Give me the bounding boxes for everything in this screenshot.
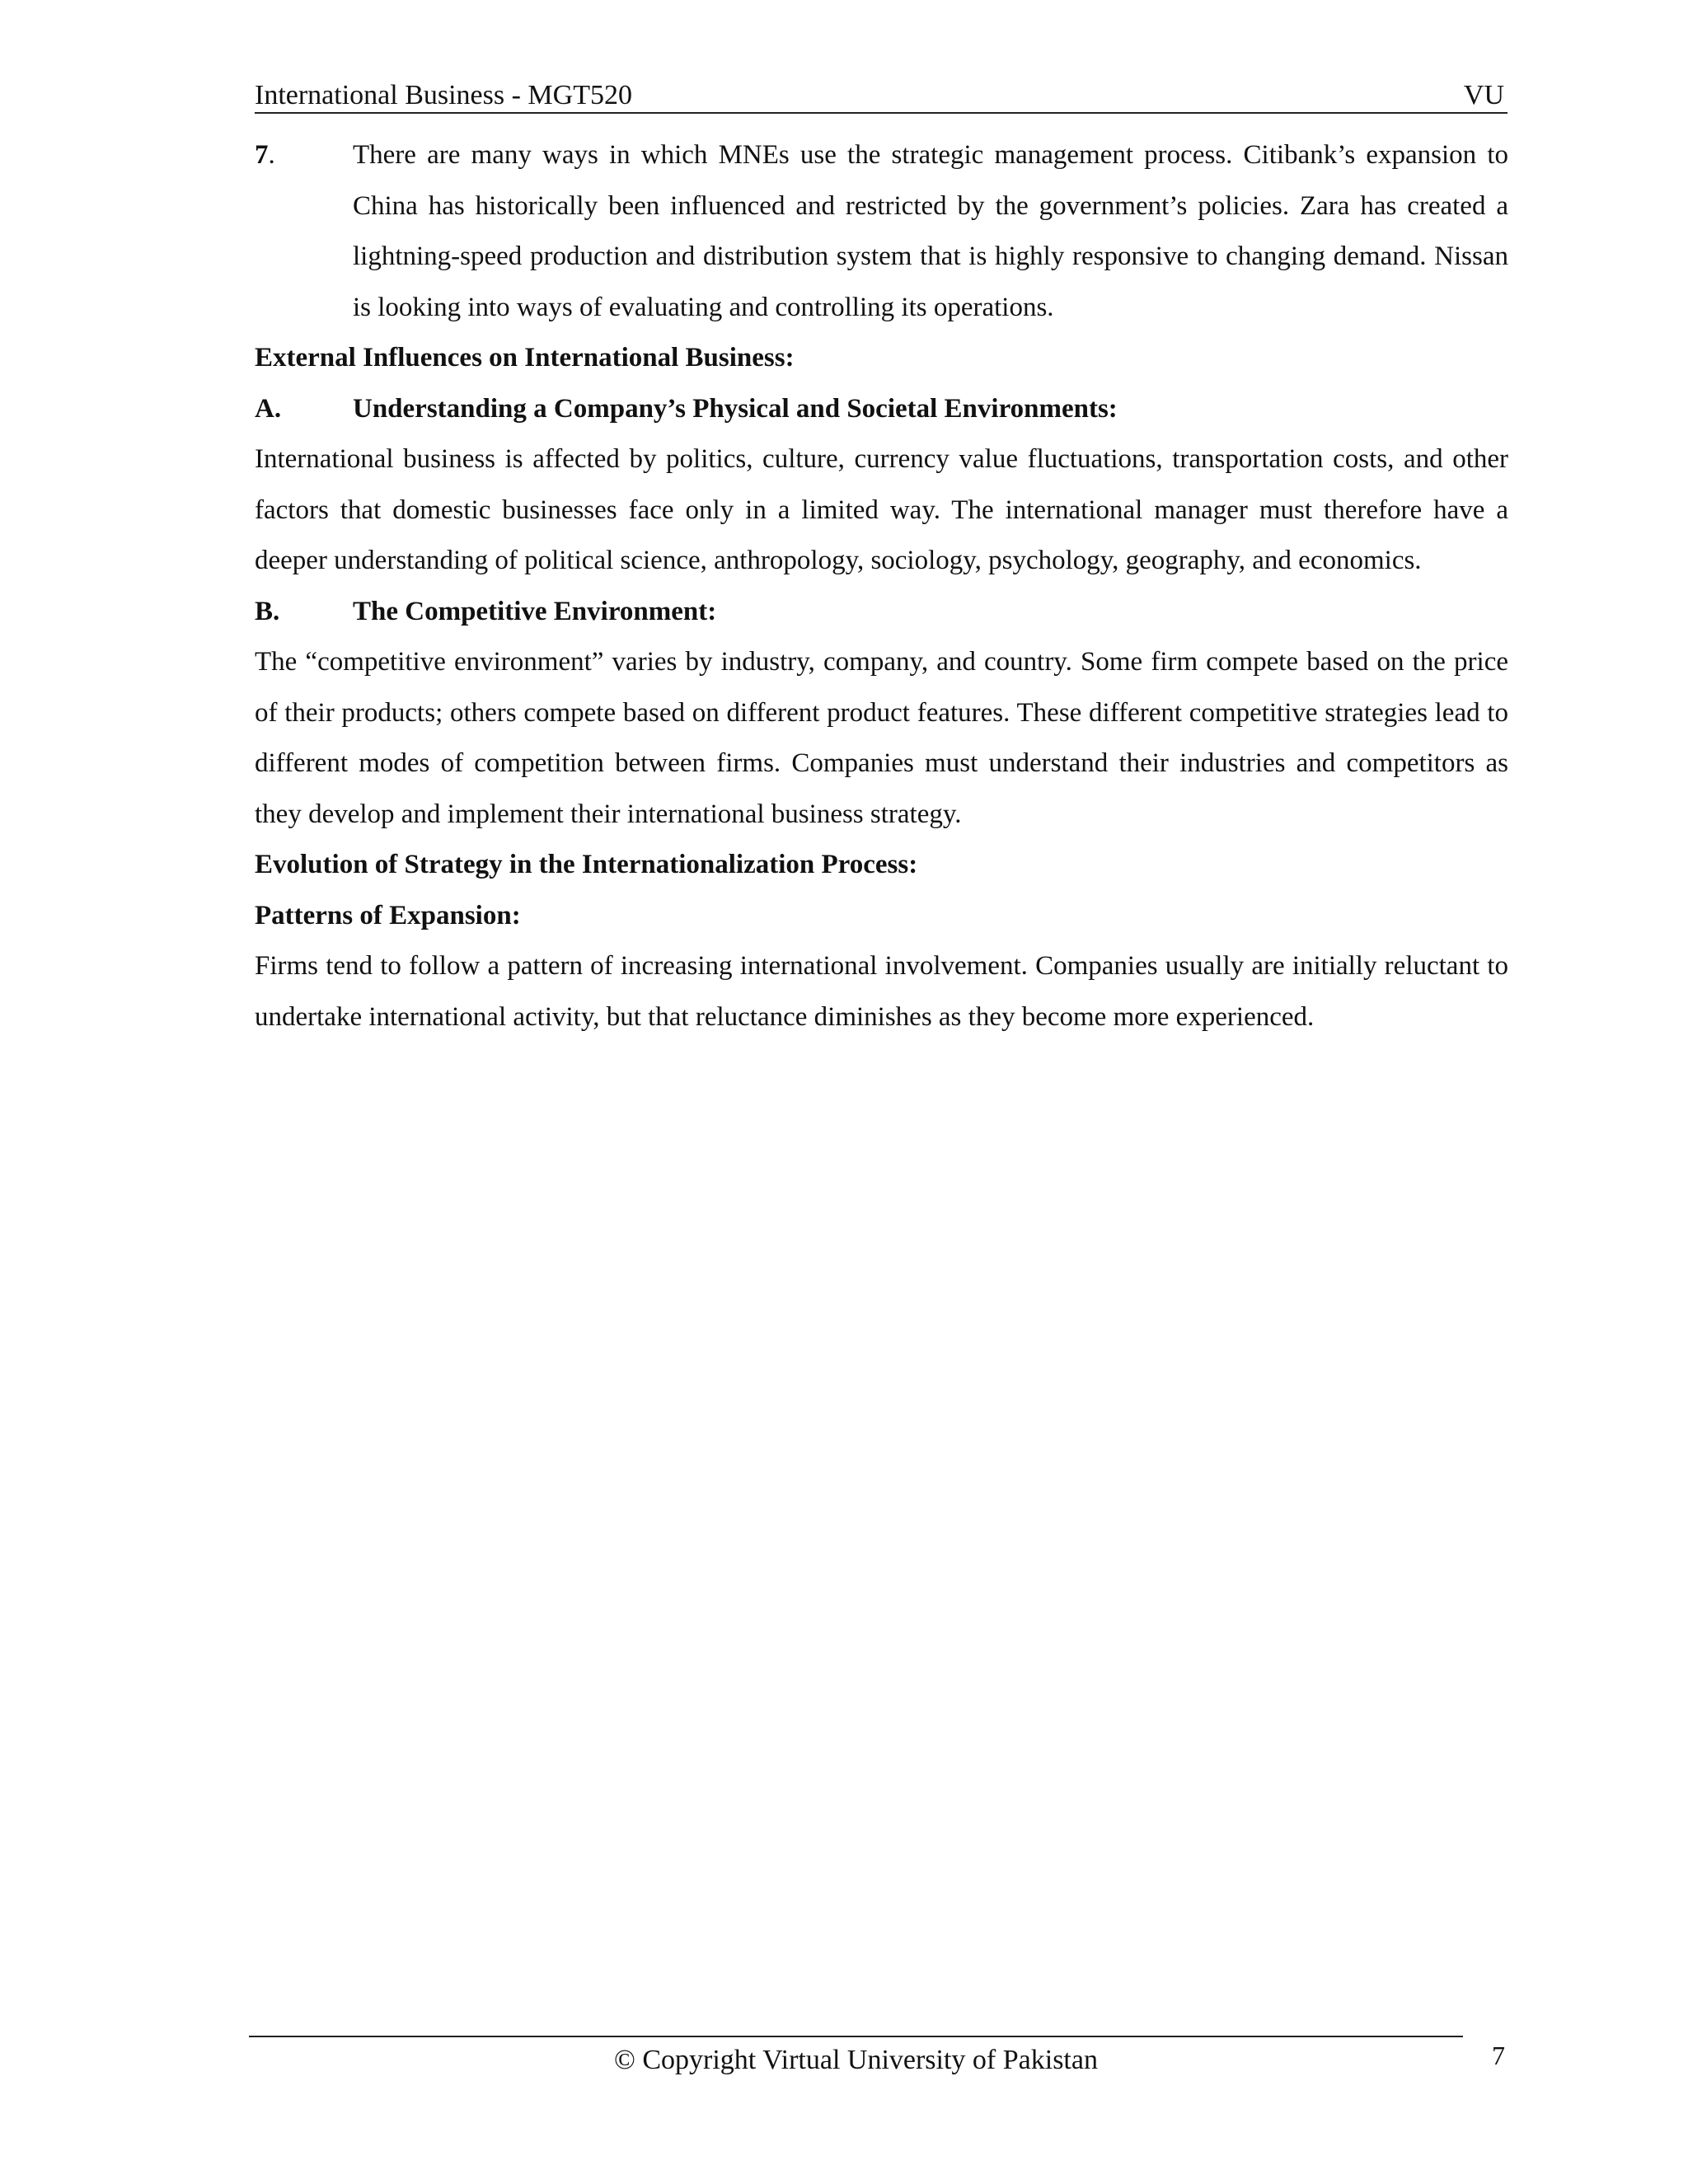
- item-7-text: There are many ways in which MNEs use the strategic management process. Citibank’s expansion to China has historically been influenced and restricted by the government’s policies. Zara has created a lightning-speed production and distribution system that is highly responsive to changing demand. Nissan is looking into ways of evaluating and controlling its operations.: [353, 140, 1508, 322]
- section-b-letter: B.: [255, 596, 280, 626]
- page-content: [255, 130, 1508, 1043]
- external-influences-heading: External Influences on International Business:: [255, 343, 795, 373]
- section-a-body: International business is affected by politics, culture, currency value fluctuations, transportation costs, and other factors that domestic businesses face only in a limited way. The international manager must therefore have a deeper understanding of political science, anthropology, sociology, psychology, geography, and economics.: [255, 444, 1508, 575]
- evolution-heading: Evolution of Strategy in the Internationalization Process:: [255, 850, 918, 879]
- section-b-heading: [255, 587, 1508, 638]
- page-number: 7: [1492, 2041, 1505, 2070]
- institution-abbreviation: VU: [1463, 80, 1504, 110]
- section-a-heading: [255, 384, 1508, 435]
- section-b-body: The “competitive environment” varies by industry, company, and country. Some firm compete based on the price of their products; others compete based on different product features. These different competitive strategies lead to different modes of competition between firms. Companies must understand their industries and competitors as they develop and implement their international business strategy.: [255, 647, 1508, 829]
- course-title: International Business - MGT520: [255, 80, 632, 110]
- section-a-title: Understanding a Company’s Physical and Societal Environments:: [353, 393, 1118, 424]
- section-b-title: The Competitive Environment:: [353, 596, 717, 626]
- footer-divider: [249, 2036, 1463, 2037]
- patterns-of-expansion-heading: Patterns of Expansion:: [255, 900, 521, 930]
- numbered-item-7: [255, 130, 1508, 333]
- page-header: [255, 79, 1507, 114]
- item-number: 7.: [255, 140, 275, 170]
- patterns-of-expansion-body: Firms tend to follow a pattern of increasing international involvement. Companies usually are initially reluctant to undertake international activity, but that reluctance diminishes as they become more experienced.: [255, 951, 1508, 1032]
- copyright-notice: © Copyright Virtual University of Pakistan: [614, 2045, 1098, 2075]
- section-a-letter: A.: [255, 393, 282, 424]
